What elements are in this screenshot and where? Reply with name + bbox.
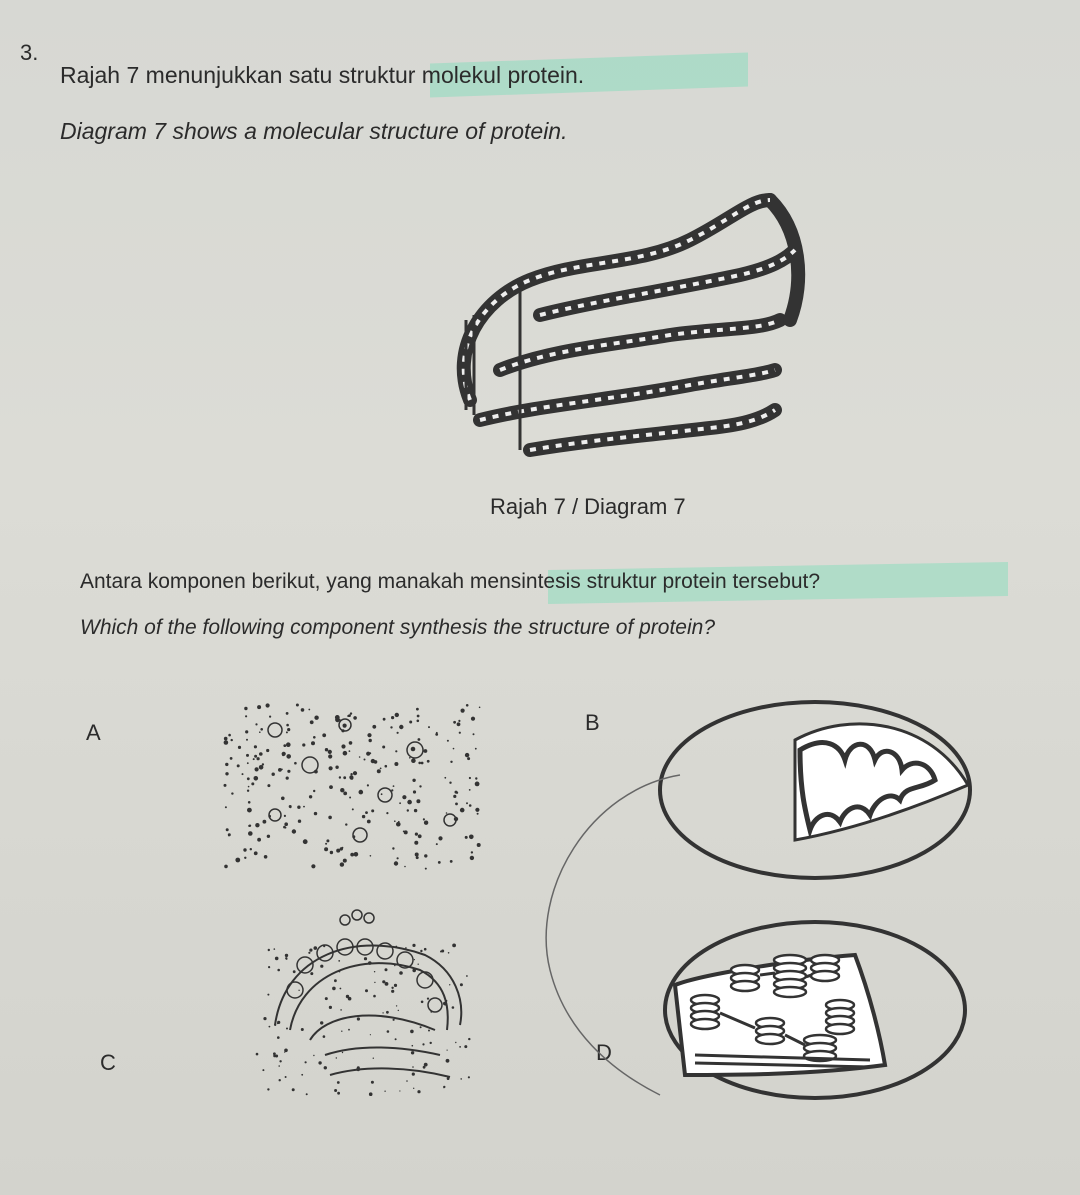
option-a-label[interactable]: A bbox=[86, 720, 101, 745]
diagram-caption: Rajah 7 / Diagram 7 bbox=[490, 494, 686, 519]
question-ask-malay: Antara komponen berikut, yang manakah mensintesis struktur protein tersebut? bbox=[80, 570, 821, 593]
option-a-ribosome-illustration[interactable] bbox=[215, 695, 495, 880]
protein-structure-diagram bbox=[440, 170, 820, 480]
question-ask-english: Which of the following component synthesis the structure of protein? bbox=[80, 616, 716, 639]
question-stem-english: Diagram 7 shows a molecular structure of protein. bbox=[60, 118, 568, 144]
option-b-label[interactable]: B bbox=[585, 710, 600, 735]
option-b-mitochondrion-illustration[interactable] bbox=[650, 690, 980, 890]
question-stem-malay: Rajah 7 menunjukkan satu struktur molekul protein. bbox=[60, 62, 585, 88]
option-c-golgi-illustration[interactable] bbox=[235, 905, 485, 1105]
option-d-chloroplast-illustration[interactable] bbox=[640, 915, 980, 1105]
question-number: 3. bbox=[20, 40, 39, 65]
option-d-label[interactable]: D bbox=[596, 1040, 612, 1065]
option-c-label[interactable]: C bbox=[100, 1050, 116, 1075]
